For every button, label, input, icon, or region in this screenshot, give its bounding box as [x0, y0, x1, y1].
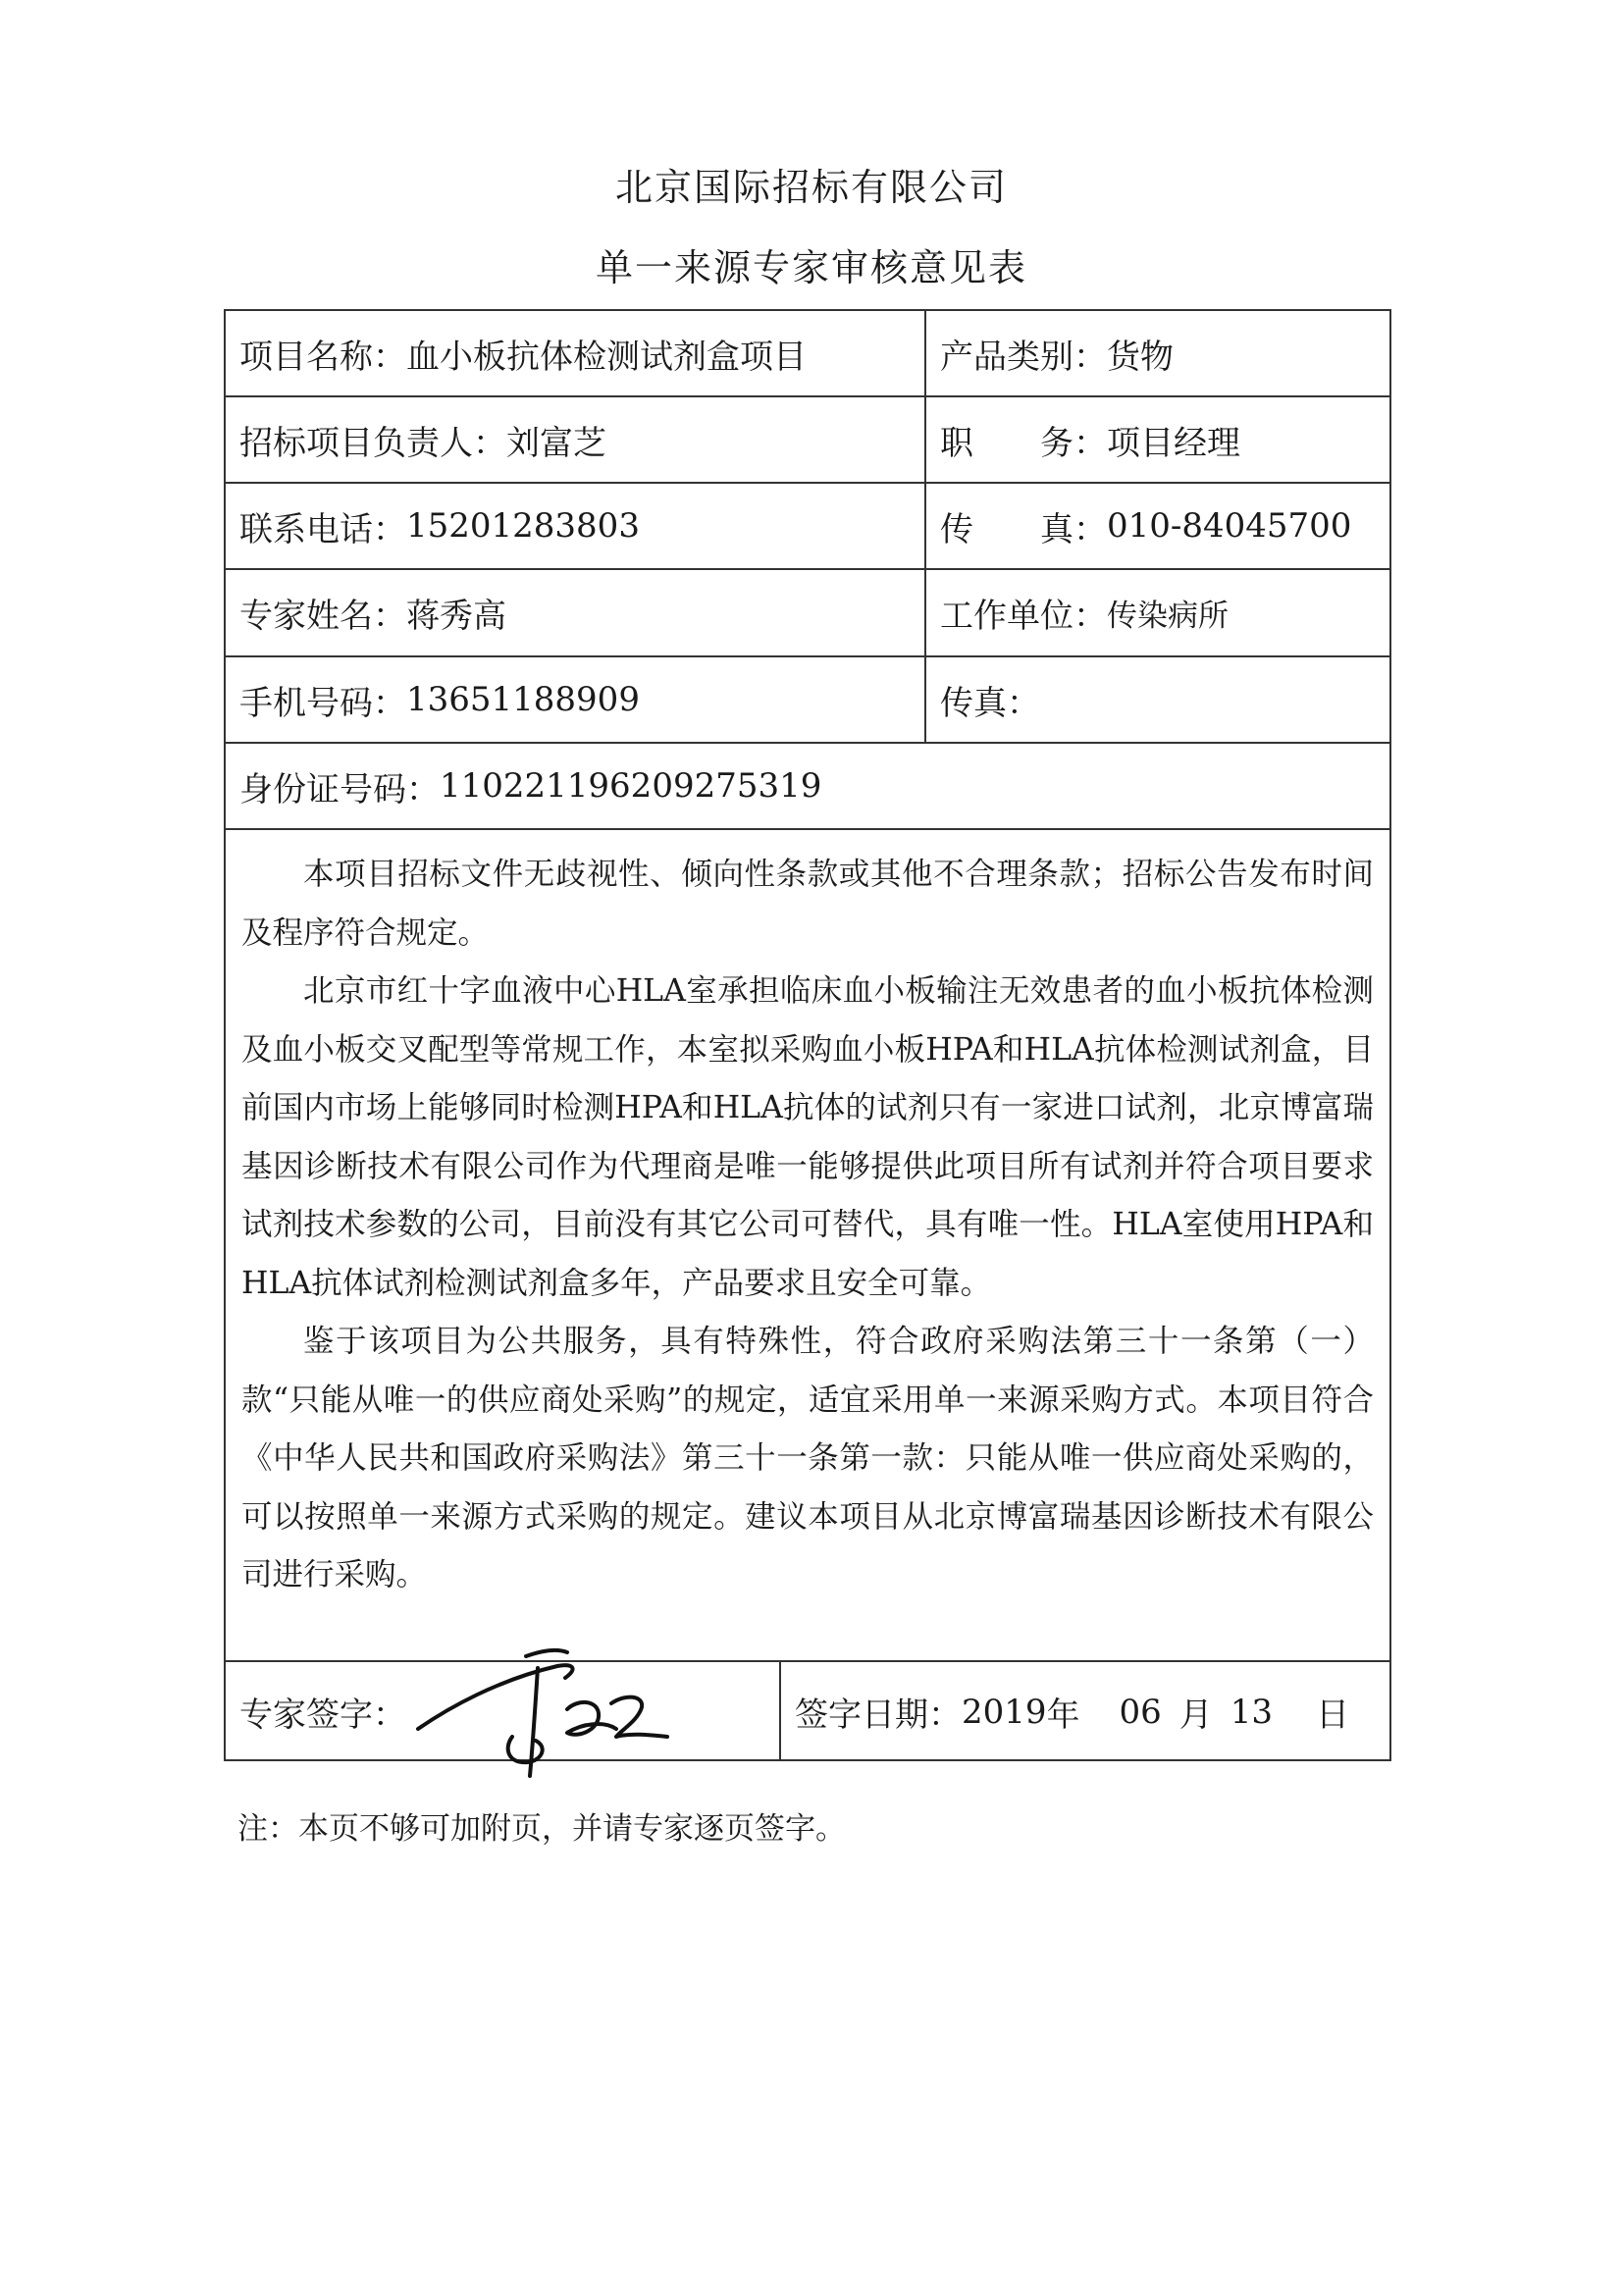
work-unit-label: 工作单位：	[940, 597, 1107, 636]
fax2-label: 传真：	[940, 683, 1040, 723]
fax-cell	[924, 484, 1389, 568]
row-signature	[226, 1662, 1389, 1761]
work-unit-cell	[924, 570, 1389, 655]
row-manager	[226, 397, 1389, 484]
work-unit-value: 传染病所	[1107, 599, 1229, 634]
sign-year-unit: 年	[1046, 1696, 1080, 1735]
project-name-label: 项目名称：	[239, 337, 406, 377]
manager-label: 招标项目负责人：	[239, 423, 506, 463]
mobile-cell	[226, 657, 924, 742]
phone-cell	[226, 484, 924, 568]
footer-note: 注：本页不够可加附页，并请专家逐页签字。	[237, 1811, 846, 1847]
sign-year: 2019	[962, 1692, 1047, 1732]
id-label: 身份证号码：	[239, 769, 440, 809]
sign-month: 06	[1119, 1692, 1162, 1732]
signature-label: 专家签字：	[239, 1696, 406, 1735]
project-name-value: 血小板抗体检测试剂盒项目	[406, 337, 807, 377]
form-title: 单一来源专家审核意见表	[595, 246, 1027, 289]
id-value: 110221196209275319	[440, 766, 822, 806]
phone-value: 15201283803	[406, 506, 640, 546]
row-id	[226, 744, 1389, 830]
id-cell	[226, 744, 1389, 828]
product-category-cell	[924, 311, 1389, 395]
opinion-paragraph: 鉴于该项目为公共服务，具有特殊性，符合政府采购法第三十一条第（一）款“只能从唯一的供应商处采购”的规定，适宜采用单一来源采购方式。本项目符合《中华人民共和国政府采购法》第三十一条第一款：只能从唯一供应商处采购的，可以按照单一来源方式采购的规定。建议本项目从北京博富瑞基因诊断技术有限公司进行采购。	[241, 1324, 1374, 1592]
opinion-paragraph: 北京市红十字血液中心HLA室承担临床血小板输注无效患者的血小板抗体检测及血小板交叉配型等常规工作，本室拟采购血小板HPA和HLA抗体检测试剂盒，目前国内市场上能够同时检测HPA和HLA抗体的试剂只有一家进口试剂，北京博富瑞基因诊断技术有限公司作为代理商是唯一能够提供此项目所有试剂并符合项目要求试剂技术参数的公司，目前没有其它公司可替代，具有唯一性。HLA室使用HPA和HLA抗体试剂检测试剂盒多年，产品要求且安全可靠。	[241, 973, 1374, 1301]
company-name: 北京国际招标有限公司	[614, 166, 1008, 209]
position-value: 项目经理	[1107, 423, 1240, 463]
manager-cell	[226, 397, 924, 482]
sign-day-unit: 日	[1316, 1696, 1350, 1735]
handwritten-signature	[410, 1639, 685, 1786]
sign-date-label: 签字日期：	[795, 1696, 962, 1735]
expert-name-cell	[226, 570, 924, 655]
sign-day: 13	[1230, 1692, 1274, 1732]
row-mobile	[226, 657, 1389, 744]
fax2-cell	[924, 657, 1389, 742]
fax-value: 010-84045700	[1107, 506, 1352, 546]
project-name-cell	[226, 311, 924, 395]
expert-name-value: 蒋秀高	[406, 597, 506, 636]
mobile-label: 手机号码：	[239, 683, 406, 723]
product-category-value: 货物	[1107, 337, 1174, 377]
phone-label: 联系电话：	[239, 509, 406, 549]
manager-value: 刘富芝	[506, 423, 606, 463]
sign-date-cell	[779, 1662, 1389, 1761]
sign-month-unit: 月	[1178, 1696, 1213, 1735]
mobile-value: 13651188909	[406, 680, 640, 719]
expert-name-label: 专家姓名：	[239, 597, 406, 636]
row-project	[226, 311, 1389, 397]
opinion-paragraph: 本项目招标文件无歧视性、倾向性条款或其他不合理条款；招标公告发布时间及程序符合规定。	[241, 857, 1374, 951]
row-phone	[226, 484, 1389, 570]
review-form-table	[224, 309, 1391, 1761]
review-opinion	[226, 830, 1389, 1662]
position-cell	[924, 397, 1389, 482]
position-label: 职 务：	[940, 423, 1107, 463]
product-category-label: 产品类别：	[940, 337, 1107, 377]
row-expert	[226, 570, 1389, 657]
fax-label: 传 真：	[940, 509, 1107, 549]
